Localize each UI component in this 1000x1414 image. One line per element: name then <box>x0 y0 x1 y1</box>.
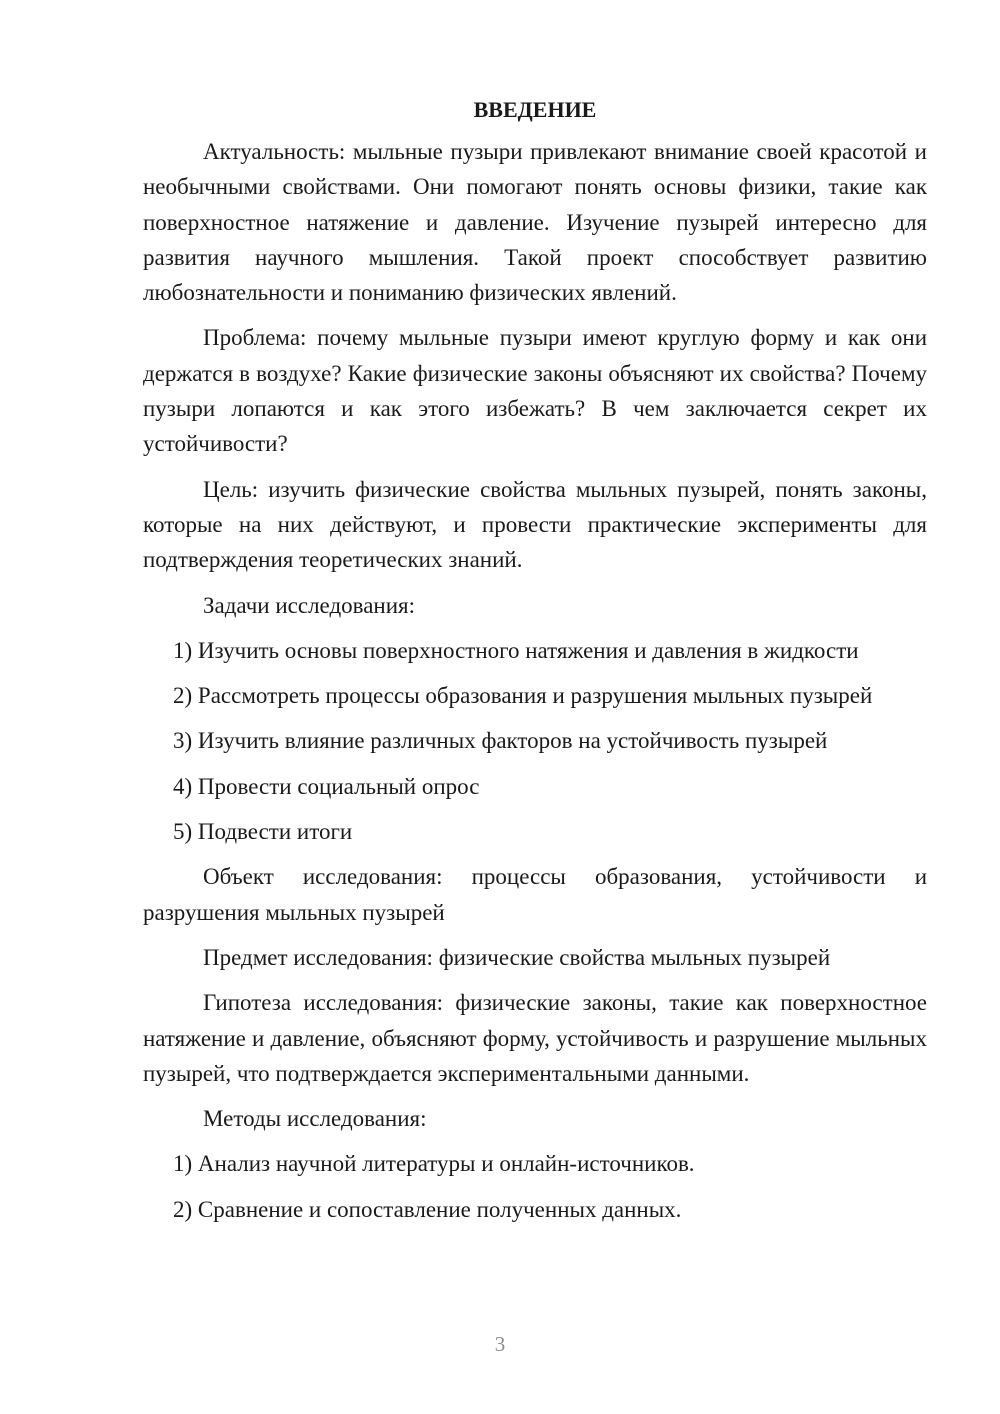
object-paragraph: Объект исследования: процессы образования, устойчивости и разрушения мыльных пузырей <box>143 864 927 925</box>
problem-paragraph: Проблема: почему мыльные пузыри имеют круглую форму и как они держатся в воздухе? Какие физические законы объясняют их свойства? Почему пузыри лопаются и как этого избежать? В чем заключается секрет их устойчивости? <box>143 325 927 457</box>
task-item: 3) Изучить влияние различных факторов на устойчивость пузырей <box>173 728 828 754</box>
task-item: 4) Провести социальный опрос <box>173 773 480 799</box>
tasks-list <box>143 633 927 849</box>
task-item: 5) Подвести итоги <box>173 819 353 845</box>
task-item: 2) Рассмотреть процессы образования и разрушения мыльных пузырей <box>173 683 873 709</box>
relevance-paragraph: Актуальность: мыльные пузыри привлекают внимание своей красотой и необычными свойствами. Они помогают понять основы физики, такие как поверхностное натяжение и давление. Изучение пузырей интересно для развития научного мышления. Такой проект способствует развитию любознательности и пониманию физических явлений. <box>143 139 927 306</box>
method-item: 1) Анализ научной литературы и онлайн-источников. <box>173 1151 695 1177</box>
methods-list <box>143 1146 927 1227</box>
hypothesis-paragraph: Гипотеза исследования: физические законы, такие как поверхностное натяжение и давление, объясняют форму, устойчивость и разрушение мыльных пузырей, что подтверждается экспериментальными данными. <box>143 990 927 1086</box>
goal-paragraph: Цель: изучить физические свойства мыльных пузырей, понять законы, которые на них действуют, и провести практические эксперименты для подтверждения теоретических знаний. <box>143 476 927 573</box>
page-number: 3 <box>494 1332 506 1356</box>
subject-paragraph: Предмет исследования: физические свойства мыльных пузырей <box>203 944 831 970</box>
methods-heading: Методы исследования: <box>203 1106 427 1132</box>
tasks-heading: Задачи исследования: <box>203 592 416 618</box>
page-content <box>143 90 927 1237</box>
method-item: 2) Сравнение и сопоставление полученных данных. <box>173 1196 682 1222</box>
section-title: ВВЕДЕНИЕ <box>473 97 597 122</box>
task-item: 1) Изучить основы поверхностного натяжения и давления в жидкости <box>173 637 859 663</box>
